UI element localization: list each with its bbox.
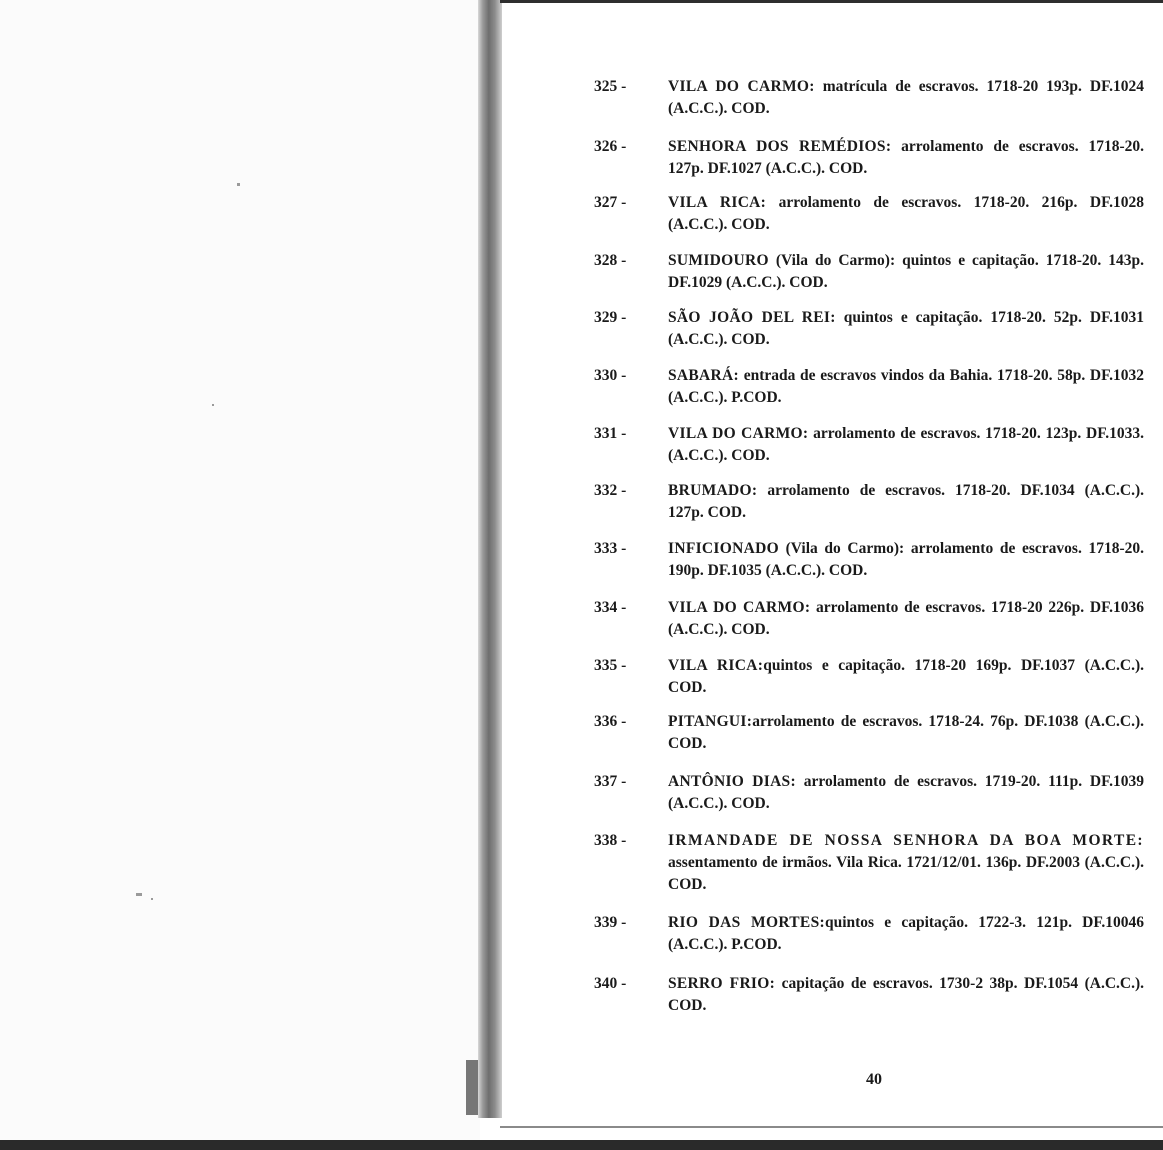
catalog-entry [594,136,1144,180]
catalog-entry [594,973,1144,1017]
entry-description: entrada de escravos vindos da Bahia. 1718-20. 58p. DF.1032 (A.C.C.). P.COD. [668,367,1144,406]
entry-number: 336 - [594,713,627,730]
entry-description: arrolamento de escravos. 1718-24. 76p. DF.1038 (A.C.C.). COD. [668,713,1144,752]
entry-title: VILA DO CARMO: [668,599,811,616]
catalog-entry [594,307,1144,351]
entry-number: 331 - [594,425,627,442]
catalog-entry [594,76,1144,120]
entry-title: IRMANDADE DE NOSSA SENHORA DA BOA MORTE: [668,832,1144,849]
entry-number: 327 - [594,194,627,211]
entry-title: SÃO JOÃO DEL REI: [668,309,836,326]
catalog-entry [594,830,1144,896]
entry-description: (Vila do Carmo): arrolamento de escravos. 1718-20. 190p. DF.1035 (A.C.C.). COD. [668,540,1145,579]
entry-title: VILA RICA: [668,194,767,211]
entry-title: RIO DAS MORTES: [668,914,825,931]
entry-title: VILA DO CARMO: [668,425,809,442]
entry-number: 328 - [594,252,627,269]
entry-number: 340 - [594,975,627,992]
catalog-entry [594,192,1144,236]
catalog-entry [594,597,1144,641]
entry-number: 332 - [594,482,627,499]
entry-description: matrícula de escravos. 1718-20 193p. DF.1024 (A.C.C.). COD. [668,78,1145,117]
page-bottom-edge [500,1126,1163,1128]
entry-number: 337 - [594,773,627,790]
entry-description: arrolamento de escravos. 1718-20. 216p. DF.1028 (A.C.C.). COD. [668,194,1144,233]
entry-number: 329 - [594,309,627,326]
entry-title: VILA RICA: [668,657,764,674]
entry-title: SENHORA DOS REMÉDIOS: [668,138,892,155]
entry-number: 325 - [594,78,627,95]
entry-title: PITANGUI: [668,713,753,730]
entry-title: SERRO FRIO: [668,975,776,992]
catalog-entry [594,250,1144,294]
entry-title: ANTÔNIO DIAS: [668,773,796,790]
entry-description: quintos e capitação. 1722-3. 121p. DF.10046 (A.C.C.). P.COD. [668,914,1145,953]
entry-title: VILA DO CARMO: [668,78,815,95]
catalog-entry [594,423,1144,467]
entry-description: assentamento de irmãos. Vila Rica. 1721/12/01. 136p. DF.2003 (A.C.C.). COD. [668,854,1144,893]
catalog-entry [594,711,1144,755]
catalog-entry [594,655,1144,699]
entry-description: capitação de escravos. 1730-2 38p. DF.1054 (A.C.C.). COD. [668,975,1145,1014]
entry-description: (Vila do Carmo): quintos e capitação. 1718-20. 143p. DF.1029 (A.C.C.). COD. [668,252,1144,291]
entry-number: 330 - [594,367,627,384]
entry-description: quintos e capitação. 1718-20. 52p. DF.1031 (A.C.C.). COD. [668,309,1144,348]
entry-description: quintos e capitação. 1718-20 169p. DF.1037 (A.C.C.). COD. [668,657,1144,696]
catalog-entry [594,538,1144,582]
entry-title: SUMIDOURO [668,252,769,269]
entry-number: 335 - [594,657,627,674]
entry-title: SABARÁ: [668,367,739,384]
catalog-entry [594,480,1144,524]
entry-title: BRUMADO: [668,482,758,499]
entry-number: 334 - [594,599,627,616]
entry-description: arrolamento de escravos. 1718-20. 127p. DF.1027 (A.C.C.). COD. [668,138,1144,177]
entry-description: arrolamento de escravos. 1718-20. 123p. DF.1033. (A.C.C.). COD. [668,425,1144,464]
entry-number: 326 - [594,138,627,155]
page-number: 40 [866,1071,882,1088]
entry-description: arrolamento de escravos. 1718-20 226p. DF.1036 (A.C.C.). COD. [668,599,1144,638]
entry-number: 333 - [594,540,627,557]
entry-title: INFICIONADO [668,540,779,557]
scan-bottom-band [0,1140,1163,1150]
catalog-entry [594,365,1144,409]
entry-description: arrolamento de escravos. 1718-20. DF.1034 (A.C.C.). 127p. COD. [668,482,1144,521]
entry-number: 338 - [594,832,627,849]
catalog-entry [594,912,1144,956]
entry-description: arrolamento de escravos. 1719-20. 111p. DF.1039 (A.C.C.). COD. [668,773,1145,812]
entry-number: 339 - [594,914,627,931]
catalog-entry [594,771,1144,815]
